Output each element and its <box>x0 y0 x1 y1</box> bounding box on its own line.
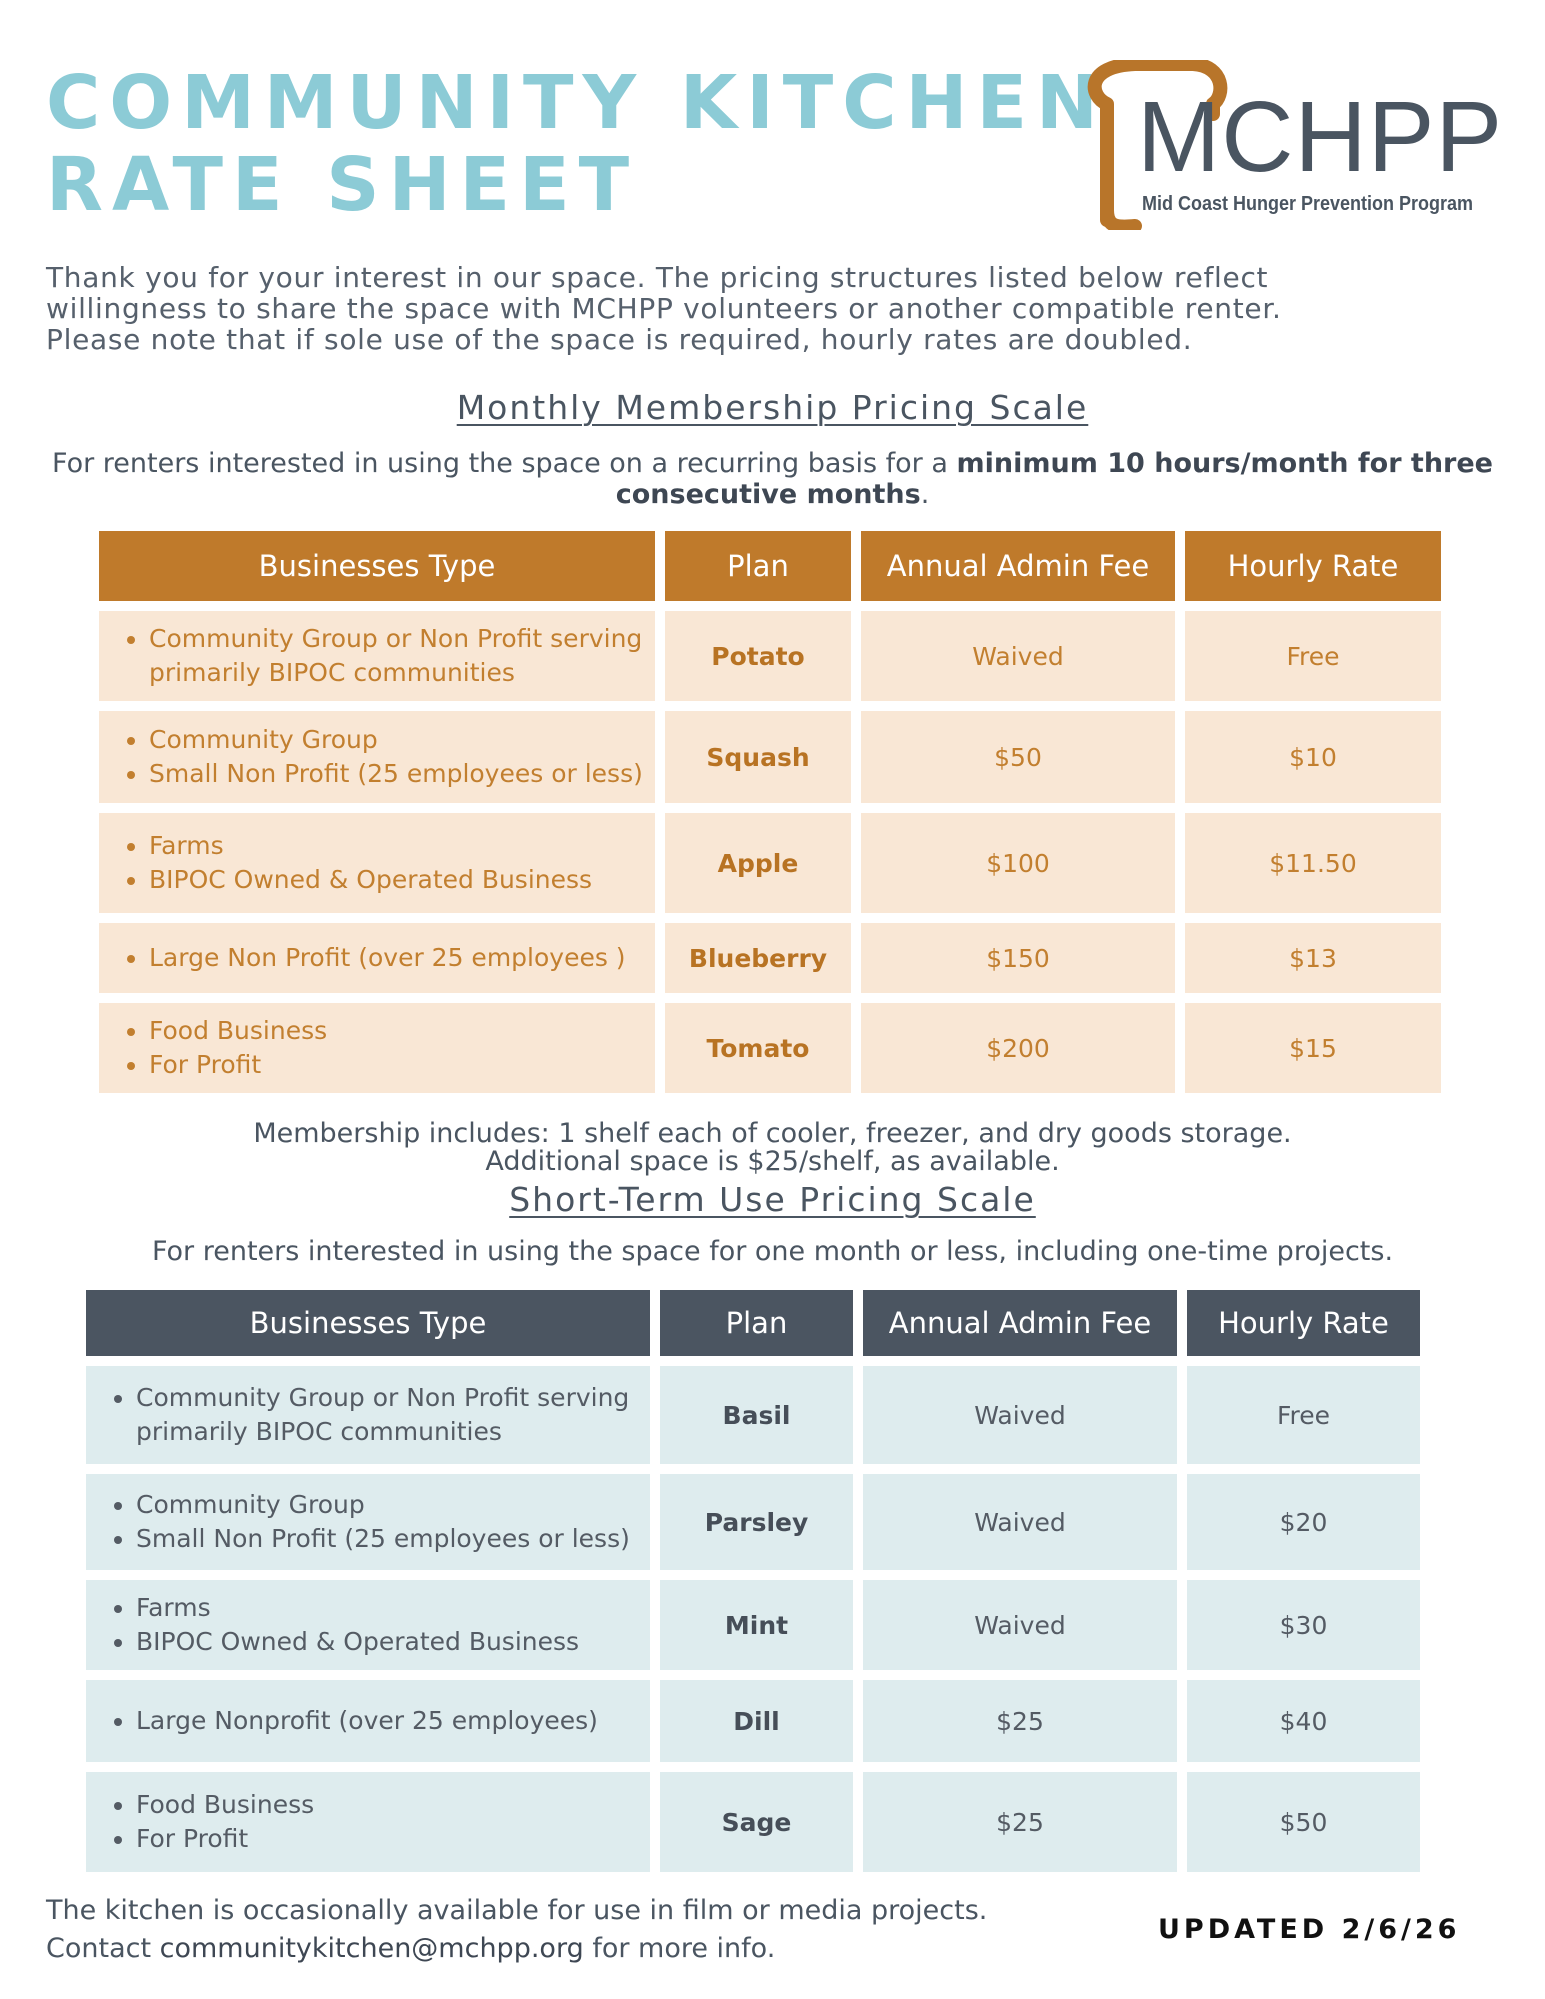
updated-date: UPDATED 2/6/26 <box>1158 1914 1461 1945</box>
business-type-cell <box>86 1772 650 1872</box>
table-row <box>86 1366 1420 1464</box>
business-type-item: • Community Group <box>149 723 655 757</box>
business-type-item: • Large Nonprofit (over 25 employees) <box>136 1704 650 1738</box>
plan-cell: Blueberry <box>665 923 851 993</box>
business-type-item: • For Profit <box>136 1822 650 1856</box>
admin-fee-cell: $50 <box>861 711 1175 803</box>
admin-fee-cell: $100 <box>861 813 1175 913</box>
plan-cell: Apple <box>665 813 851 913</box>
hourly-rate-cell: $11.50 <box>1185 813 1441 913</box>
intro-line: willingness to share the space with MCHPP volunteers or another compatible renter. <box>46 292 1282 325</box>
table-header-row <box>86 1290 1420 1356</box>
intro-paragraph <box>46 262 1506 355</box>
footer-text <box>46 1892 987 1968</box>
admin-fee-cell: $150 <box>861 923 1175 993</box>
plan-cell: Mint <box>660 1580 853 1670</box>
table-row <box>99 1003 1441 1093</box>
business-type-item: • BIPOC Owned & Operated Business <box>149 863 655 897</box>
business-type-item: • Food Business <box>136 1788 650 1822</box>
table-row <box>86 1580 1420 1670</box>
table-row <box>86 1772 1420 1872</box>
footer-line: The kitchen is occasionally available for use in film or media projects. <box>46 1895 988 1926</box>
plan-cell: Dill <box>660 1680 853 1762</box>
hourly-rate-cell: $13 <box>1185 923 1441 993</box>
table-row <box>99 711 1441 803</box>
plan-cell: Sage <box>660 1772 853 1872</box>
col-header-plan: Plan <box>660 1290 853 1356</box>
col-header-admin-fee: Annual Admin Fee <box>863 1290 1177 1356</box>
hourly-rate-cell: Free <box>1185 611 1441 701</box>
business-type-item: • Small Non Profit (25 employees or less) <box>136 1522 650 1556</box>
business-type-cell <box>99 923 655 993</box>
admin-fee-cell: Waived <box>863 1580 1177 1670</box>
admin-fee-cell: $25 <box>863 1680 1177 1762</box>
business-type-item: • BIPOC Owned & Operated Business <box>136 1625 650 1659</box>
business-type-cell <box>86 1580 650 1670</box>
title-line-1: COMMUNITY KITCHEN <box>46 60 1107 146</box>
col-header-admin-fee: Annual Admin Fee <box>861 531 1175 601</box>
admin-fee-cell: $200 <box>861 1003 1175 1093</box>
intro-line: Thank you for your interest in our space. The pricing structures listed below reflect <box>46 261 1269 294</box>
monthly-section-title: Monthly Membership Pricing Scale <box>456 388 1089 427</box>
table-header-row <box>99 531 1441 601</box>
business-type-item: • Community Group or Non Profit serving primarily BIPOC communities <box>149 622 655 690</box>
business-type-cell <box>86 1680 650 1762</box>
table-row <box>99 611 1441 701</box>
table-row <box>99 813 1441 913</box>
membership-note: Membership includes: 1 shelf each of cooler, freezer, and dry goods storage. Additional space is $25/shelf, as available. <box>253 1118 1292 1177</box>
hourly-rate-cell: $30 <box>1187 1580 1420 1670</box>
business-type-cell <box>99 611 655 701</box>
monthly-pricing-table <box>89 521 1451 1103</box>
hourly-rate-cell: Free <box>1187 1366 1420 1464</box>
admin-fee-cell: Waived <box>861 611 1175 701</box>
hourly-rate-cell: $20 <box>1187 1474 1420 1570</box>
business-type-cell <box>86 1366 650 1464</box>
business-type-item: • Large Non Profit (over 25 employees ) <box>149 941 655 975</box>
col-header-plan: Plan <box>665 531 851 601</box>
col-header-hourly-rate: Hourly Rate <box>1185 531 1441 601</box>
logo-tagline: Mid Coast Hunger Prevention Program <box>1142 193 1474 215</box>
title-line-2: RATE SHEET <box>46 142 639 228</box>
col-header-business-type: Businesses Type <box>99 531 655 601</box>
business-type-item: • For Profit <box>149 1048 655 1082</box>
hourly-rate-cell: $15 <box>1185 1003 1441 1093</box>
business-type-cell <box>99 1003 655 1093</box>
business-type-cell <box>99 813 655 913</box>
hourly-rate-cell: $40 <box>1187 1680 1420 1762</box>
logo-name: MCHPP <box>1137 81 1504 193</box>
table-row <box>86 1680 1420 1762</box>
business-type-item: • Community Group or Non Profit serving primarily BIPOC communities <box>136 1381 650 1449</box>
business-type-cell <box>86 1474 650 1570</box>
page-title <box>46 62 1107 226</box>
contact-email-link[interactable]: communitykitchen@mchpp.org <box>159 1933 584 1964</box>
col-header-hourly-rate: Hourly Rate <box>1187 1290 1420 1356</box>
table-row <box>86 1474 1420 1570</box>
shortterm-description: For renters interested in using the space for one month or less, including one-time projects. <box>151 1236 1394 1267</box>
table-row <box>99 923 1441 993</box>
plan-cell: Tomato <box>665 1003 851 1093</box>
hourly-rate-cell: $10 <box>1185 711 1441 803</box>
hourly-rate-cell: $50 <box>1187 1772 1420 1872</box>
plan-cell: Squash <box>665 711 851 803</box>
business-type-cell <box>99 711 655 803</box>
plan-cell: Potato <box>665 611 851 701</box>
shortterm-pricing-table <box>76 1280 1430 1882</box>
intro-line: Please note that if sole use of the space is required, hourly rates are doubled. <box>46 323 1193 356</box>
plan-cell: Basil <box>660 1366 853 1464</box>
business-type-item: • Small Non Profit (25 employees or less) <box>149 757 655 791</box>
plan-cell: Parsley <box>660 1474 853 1570</box>
business-type-item: • Community Group <box>136 1488 650 1522</box>
mchpp-logo <box>1075 60 1504 230</box>
monthly-description: For renters interested in using the space on a recurring basis for a minimum 10 hours/month for three consecutive months. <box>52 448 1493 510</box>
business-type-item: • Food Business <box>149 1014 655 1048</box>
admin-fee-cell: Waived <box>863 1366 1177 1464</box>
business-type-item: • Farms <box>149 829 655 863</box>
admin-fee-cell: $25 <box>863 1772 1177 1872</box>
admin-fee-cell: Waived <box>863 1474 1177 1570</box>
footer-contact-line: Contact communitykitchen@mchpp.org for more info. <box>46 1933 776 1964</box>
business-type-item: • Farms <box>136 1591 650 1625</box>
col-header-business-type: Businesses Type <box>86 1290 650 1356</box>
shortterm-section-title: Short-Term Use Pricing Scale <box>509 1180 1036 1219</box>
